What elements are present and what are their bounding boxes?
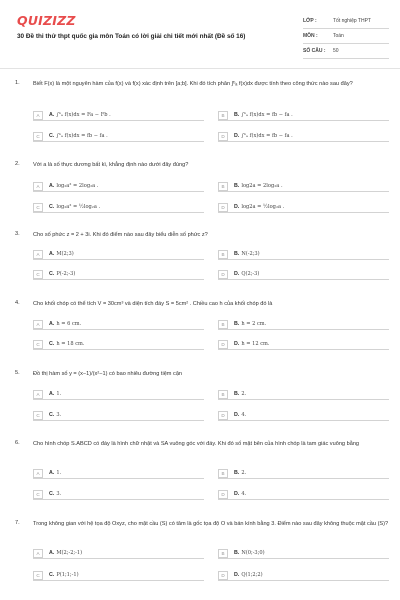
- option-a[interactable]: [33, 468, 204, 479]
- option-box: A: [33, 390, 43, 399]
- option-box: D: [218, 270, 228, 279]
- option-b[interactable]: [218, 181, 389, 192]
- question-text: Cho khối chóp có thể tích V = 30cm³ và diện tích đáy S = 5cm² . Chiều cao h của khối chóp đó là: [33, 301, 273, 307]
- option-box: C: [33, 571, 43, 580]
- option-text: h = 2 cm.: [241, 321, 267, 327]
- option-text: ∫ᵇₐ f(x)dx = Fa − Fb .: [56, 112, 111, 118]
- option-box: D: [218, 571, 228, 580]
- option-a[interactable]: [33, 181, 204, 192]
- option-letter: D.: [234, 491, 240, 497]
- option-text: P(1;1;-1): [56, 572, 79, 578]
- question-number: 6.: [15, 440, 20, 446]
- meta-table: [303, 14, 389, 59]
- meta-value: Tốt nghiệp THPT: [333, 18, 371, 24]
- option-text: 3.: [56, 412, 62, 418]
- option-text: log2a = 2log₂a .: [241, 183, 283, 189]
- option-b[interactable]: [218, 389, 389, 400]
- option-b[interactable]: [218, 468, 389, 479]
- option-text: N(0;-3;0): [241, 550, 265, 556]
- option-c[interactable]: [33, 410, 204, 421]
- option-text: ∫ᵇₐ f(x)dx = fb − fa .: [241, 133, 293, 139]
- option-letter: D.: [234, 271, 240, 277]
- option-text: ∫ᵇₐ f(x)dx = fb − fa .: [241, 112, 293, 118]
- option-box: C: [33, 340, 43, 349]
- meta-row-count: [303, 44, 389, 59]
- option-c[interactable]: [33, 131, 204, 142]
- option-box: D: [218, 132, 228, 141]
- option-text: 4.: [241, 491, 247, 497]
- option-box: A: [33, 549, 43, 558]
- document-title: 30 Đề thi thử thpt quốc gia môn Toán có lời giải chi tiết mới nhất (Đề số 16): [17, 33, 246, 40]
- option-d[interactable]: [218, 410, 389, 421]
- option-d[interactable]: [218, 202, 389, 213]
- option-letter: C.: [49, 133, 55, 139]
- option-box: B: [218, 390, 228, 399]
- option-box: B: [218, 111, 228, 120]
- option-letter: B.: [234, 391, 240, 397]
- option-letter: B.: [234, 321, 240, 327]
- quizizz-logo: QUIZIZZ: [17, 13, 76, 28]
- option-letter: C.: [49, 204, 55, 210]
- question-number: 3.: [15, 231, 20, 237]
- option-box: C: [33, 203, 43, 212]
- meta-row-class: [303, 14, 389, 29]
- option-d[interactable]: [218, 489, 389, 500]
- option-text: h = 6 cm.: [56, 321, 82, 327]
- option-text: 1.: [56, 391, 62, 397]
- option-letter: C.: [49, 491, 55, 497]
- option-letter: D.: [234, 204, 240, 210]
- option-letter: B.: [234, 550, 240, 556]
- option-text: log2a = ½log₂a .: [241, 204, 285, 210]
- meta-label: MÔN :: [303, 33, 318, 39]
- option-a[interactable]: [33, 548, 204, 559]
- option-letter: A.: [49, 183, 55, 189]
- option-d[interactable]: [218, 269, 389, 280]
- option-text: ∫ᵇₐ f(x)dx = fb − fa .: [56, 133, 108, 139]
- option-letter: B.: [234, 183, 240, 189]
- option-a[interactable]: [33, 110, 204, 121]
- option-letter: A.: [49, 550, 55, 556]
- option-text: h = 18 cm.: [56, 341, 85, 347]
- option-box: B: [218, 469, 228, 478]
- option-letter: A.: [49, 321, 55, 327]
- option-box: C: [33, 411, 43, 420]
- option-letter: B.: [234, 251, 240, 257]
- option-box: D: [218, 340, 228, 349]
- option-box: A: [33, 182, 43, 191]
- option-box: A: [33, 320, 43, 329]
- option-text: Q(2;-3): [241, 271, 260, 277]
- option-letter: B.: [234, 112, 240, 118]
- option-letter: D.: [234, 412, 240, 418]
- option-box: A: [33, 111, 43, 120]
- option-box: C: [33, 270, 43, 279]
- option-c[interactable]: [33, 202, 204, 213]
- question-text: Cho số phức z = 2 + 3i. Khi đó điểm nào sau đây biểu diễn số phức z?: [33, 232, 208, 238]
- question-text: Biết F(x) là một nguyên hàm của f(x) và f(x) xác định trên [a;b]. Khi đó tích phân ∫ᵇₐ f(x)dx được tính theo công thức nào sau đây?: [33, 81, 353, 87]
- option-text: log₂a² = ½log₂a .: [56, 204, 101, 210]
- meta-value: Toán: [333, 33, 344, 39]
- option-letter: A.: [49, 251, 55, 257]
- header-divider: [0, 68, 400, 69]
- question-number: 1.: [15, 80, 20, 86]
- option-c[interactable]: [33, 339, 204, 350]
- document-header: [0, 0, 400, 68]
- option-letter: B.: [234, 470, 240, 476]
- question-text: Cho hình chóp S.ABCD có đáy là hình chữ nhật và SA vuông góc với đáy. Khi đó số mặt bên của hình chóp là tam giác vuông bằng: [33, 441, 360, 447]
- option-letter: A.: [49, 470, 55, 476]
- option-letter: C.: [49, 572, 55, 578]
- question-number: 5.: [15, 370, 20, 376]
- option-b[interactable]: [218, 548, 389, 559]
- option-text: 1.: [56, 470, 62, 476]
- option-text: log₂a² = 2log₂a .: [56, 183, 99, 189]
- question-text: Đồ thị hàm số y = (x−1)/(x²−1) có bao nhiêu đường tiệm cận: [33, 371, 183, 377]
- option-box: B: [218, 549, 228, 558]
- option-letter: D.: [234, 572, 240, 578]
- option-a[interactable]: [33, 319, 204, 330]
- option-letter: C.: [49, 271, 55, 277]
- option-box: C: [33, 490, 43, 499]
- option-d[interactable]: [218, 570, 389, 581]
- question-number: 2.: [15, 161, 20, 167]
- option-a[interactable]: [33, 249, 204, 260]
- option-b[interactable]: [218, 110, 389, 121]
- meta-row-subject: [303, 29, 389, 44]
- option-box: D: [218, 411, 228, 420]
- question-number: 7.: [15, 520, 20, 526]
- option-box: B: [218, 182, 228, 191]
- option-c[interactable]: [33, 489, 204, 500]
- option-letter: D.: [234, 341, 240, 347]
- option-text: h = 12 cm.: [241, 341, 270, 347]
- option-letter: D.: [234, 133, 240, 139]
- option-letter: C.: [49, 412, 55, 418]
- option-box: B: [218, 320, 228, 329]
- option-d[interactable]: [218, 131, 389, 142]
- meta-label: SỐ CÂU :: [303, 48, 326, 54]
- option-d[interactable]: [218, 339, 389, 350]
- option-text: 2.: [241, 470, 247, 476]
- option-text: 2.: [241, 391, 247, 397]
- option-text: M(2;-2;-1): [56, 550, 83, 556]
- option-box: D: [218, 203, 228, 212]
- option-letter: A.: [49, 391, 55, 397]
- option-text: M(2;3): [56, 251, 74, 257]
- question-number: 4.: [15, 300, 20, 306]
- option-box: A: [33, 469, 43, 478]
- question-text: Trong không gian với hệ tọa độ Oxyz, cho mặt cầu (S) có tâm là gốc tọa độ O và bán kính bằng 3. Điểm nào sau đây không thuộc mặt cầu (S)?: [33, 521, 389, 527]
- option-text: P(-2;-3): [56, 271, 76, 277]
- meta-label: LỚP :: [303, 18, 317, 24]
- option-box: C: [33, 132, 43, 141]
- option-c[interactable]: [33, 570, 204, 581]
- option-box: D: [218, 490, 228, 499]
- question-text: Với a là số thực dương bất kì, khẳng định nào dưới đây đúng?: [33, 162, 189, 168]
- option-letter: C.: [49, 341, 55, 347]
- option-b[interactable]: [218, 249, 389, 260]
- option-b[interactable]: [218, 319, 389, 330]
- option-box: A: [33, 250, 43, 259]
- option-text: N(-2;3): [241, 251, 260, 257]
- option-c[interactable]: [33, 269, 204, 280]
- option-text: 3.: [56, 491, 62, 497]
- meta-value: 50: [333, 48, 339, 54]
- option-box: B: [218, 250, 228, 259]
- option-text: Q(1;2;2): [241, 572, 263, 578]
- option-a[interactable]: [33, 389, 204, 400]
- option-text: 4.: [241, 412, 247, 418]
- option-letter: A.: [49, 112, 55, 118]
